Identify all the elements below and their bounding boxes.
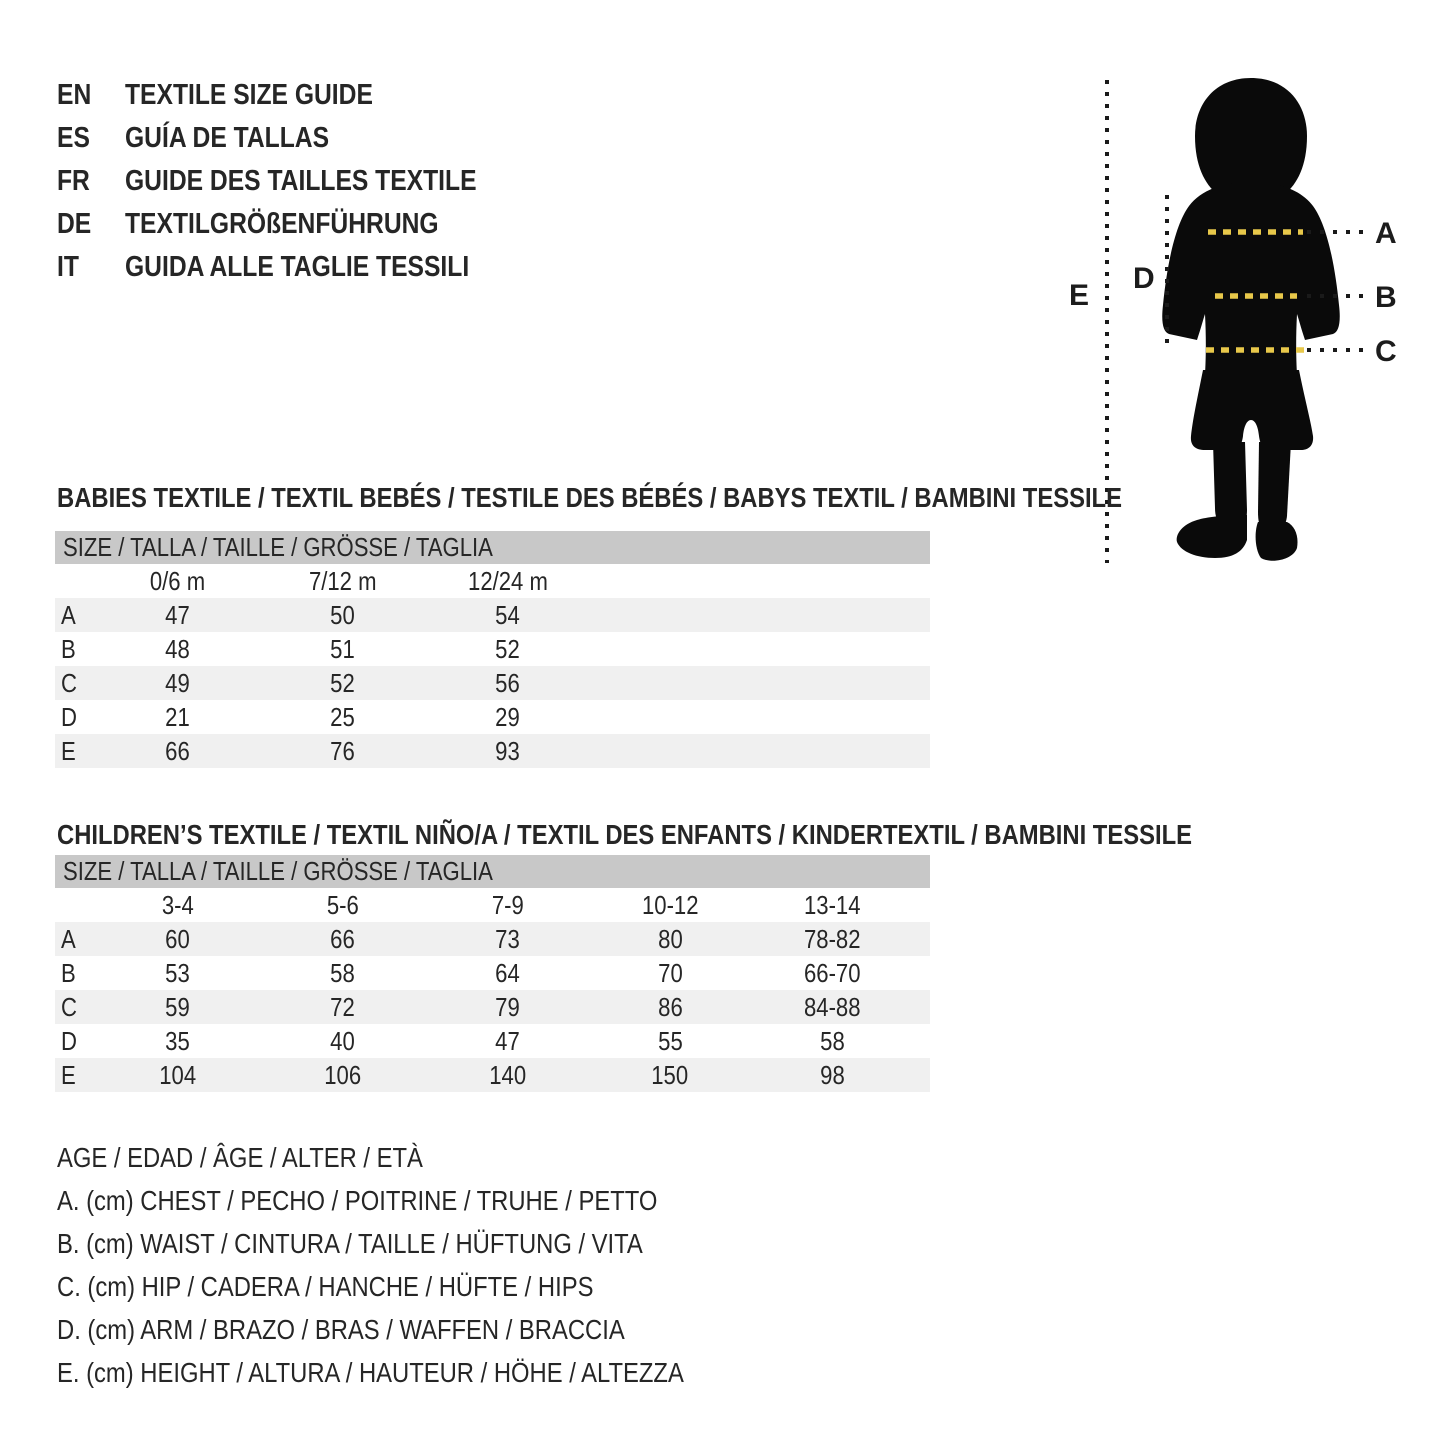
table-row-waist	[55, 632, 930, 666]
table-cell: 72	[330, 991, 355, 1022]
table-cell: 70	[657, 957, 683, 988]
language-code: ES	[57, 122, 90, 154]
children-section-title: CHILDREN’S TEXTILE / TEXTIL NIÑO/A / TEXTIL DES ENFANTS / KINDERTEXTIL / BAMBINI TESSILE	[57, 819, 1193, 850]
table-cell: 140	[489, 1059, 526, 1090]
table-row-arm	[55, 700, 930, 734]
table-cell: 98	[820, 1059, 845, 1090]
page-title-fr: GUIDE DES TAILLES TEXTILE	[125, 165, 477, 197]
table-cell: 51	[330, 633, 355, 664]
table-cell: 79	[495, 991, 520, 1022]
table-cell: 73	[495, 923, 520, 954]
table-cell: 52	[495, 633, 520, 664]
legend-chest: A. (cm) CHEST / PECHO / POITRINE / TRUHE / PETTO	[57, 1184, 658, 1216]
chest-label: A	[1375, 217, 1397, 250]
row-label: B	[61, 957, 76, 988]
table-cell: 150	[651, 1059, 689, 1090]
language-code: FR	[57, 165, 90, 197]
legend-arm: D. (cm) ARM / BRAZO / BRAS / WAFFEN / BRACCIA	[57, 1313, 625, 1345]
row-label: B	[61, 633, 76, 664]
table-cell: 29	[495, 701, 520, 732]
table-cell: 55	[657, 1025, 683, 1056]
table-cell: 21	[165, 701, 190, 732]
table-row-chest	[55, 922, 930, 956]
table-cell: 47	[495, 1025, 520, 1056]
table-cell: 53	[165, 957, 190, 988]
legend-hip: C. (cm) HIP / CADERA / HANCHE / HÜFTE / HIPS	[57, 1270, 594, 1302]
babies-column-header-row	[55, 564, 930, 598]
legend-waist: B. (cm) WAIST / CINTURA / TAILLE / HÜFTUNG / VITA	[57, 1227, 643, 1259]
page-title-es: GUÍA DE TALLAS	[125, 122, 330, 154]
column-header: 13-14	[804, 889, 861, 920]
column-header: 10-12	[641, 889, 699, 920]
table-cell: 76	[330, 735, 355, 766]
table-row-waist	[55, 956, 930, 990]
table-cell: 58	[820, 1025, 845, 1056]
table-row-chest	[55, 598, 930, 632]
table-cell: 80	[657, 923, 683, 954]
language-title-list	[57, 74, 539, 289]
page-title-en: TEXTILE SIZE GUIDE	[125, 79, 373, 111]
row-label: C	[61, 991, 77, 1022]
language-row-es	[57, 117, 539, 160]
table-cell: 66	[165, 735, 190, 766]
hip-label: C	[1375, 335, 1397, 368]
table-cell: 54	[495, 599, 520, 630]
table-row-height	[55, 1058, 930, 1092]
table-cell: 50	[330, 599, 355, 630]
table-cell: 84-88	[804, 991, 861, 1022]
page-title-it: GUIDA ALLE TAGLIE TESSILI	[125, 251, 470, 283]
row-label: A	[61, 923, 76, 954]
children-size-table	[55, 855, 930, 1092]
table-cell: 104	[159, 1059, 196, 1090]
table-cell: 49	[165, 667, 190, 698]
table-cell: 48	[165, 633, 190, 664]
language-code: DE	[57, 208, 92, 240]
legend-height: E. (cm) HEIGHT / ALTURA / HAUTEUR / HÖHE / ALTEZZA	[57, 1356, 684, 1388]
table-cell: 58	[330, 957, 355, 988]
table-cell: 78-82	[804, 923, 861, 954]
waist-label: B	[1375, 281, 1397, 314]
column-header: 7/12 m	[308, 565, 377, 596]
row-label: C	[61, 667, 77, 698]
measurement-legend	[57, 1136, 794, 1394]
table-cell: 59	[165, 991, 190, 1022]
column-header: 5-6	[326, 889, 359, 920]
children-size-header-bar: SIZE / TALLA / TAILLE / GRÖSSE / TAGLIA	[55, 855, 930, 888]
legend-age: AGE / EDAD / ÂGE / ALTER / ETÀ	[57, 1141, 423, 1173]
children-column-header-row	[55, 888, 930, 922]
column-header: 0/6 m	[149, 565, 206, 596]
page-title-de: TEXTILGRÖßENFÜHRUNG	[125, 208, 439, 240]
language-row-fr	[57, 160, 539, 203]
table-cell: 64	[495, 957, 520, 988]
language-code: IT	[57, 251, 79, 283]
column-header: 3-4	[161, 889, 194, 920]
table-cell: 52	[330, 667, 355, 698]
table-cell: 56	[495, 667, 520, 698]
babies-size-header-bar: SIZE / TALLA / TAILLE / GRÖSSE / TAGLIA	[55, 531, 930, 564]
table-cell: 93	[495, 735, 520, 766]
table-cell: 47	[165, 599, 190, 630]
column-header: 7-9	[491, 889, 524, 920]
table-cell: 60	[165, 923, 190, 954]
row-label: E	[61, 735, 76, 766]
language-row-it	[57, 246, 539, 289]
height-label: E	[1069, 279, 1090, 312]
table-cell: 86	[657, 991, 683, 1022]
table-cell: 106	[324, 1059, 361, 1090]
table-cell: 35	[165, 1025, 190, 1056]
table-cell: 40	[330, 1025, 355, 1056]
row-label: D	[61, 701, 77, 732]
row-label: D	[61, 1025, 77, 1056]
arm-label: D	[1133, 262, 1155, 295]
table-row-arm	[55, 1024, 930, 1058]
table-cell: 25	[330, 701, 355, 732]
babies-section-title: BABIES TEXTILE / TEXTIL BEBÉS / TESTILE DES BÉBÉS / BABYS TEXTIL / BAMBINI TESSILE	[57, 482, 1122, 513]
language-row-en	[57, 74, 539, 117]
table-row-height	[55, 734, 930, 768]
table-row-hip	[55, 666, 930, 700]
babies-size-table	[55, 531, 930, 768]
column-header: 12/24 m	[467, 565, 548, 596]
row-label: A	[61, 599, 76, 630]
language-code: EN	[57, 79, 92, 111]
row-label: E	[61, 1059, 76, 1090]
language-row-de	[57, 203, 539, 246]
table-cell: 66-70	[804, 957, 861, 988]
table-row-hip	[55, 990, 930, 1024]
table-cell: 66	[330, 923, 355, 954]
